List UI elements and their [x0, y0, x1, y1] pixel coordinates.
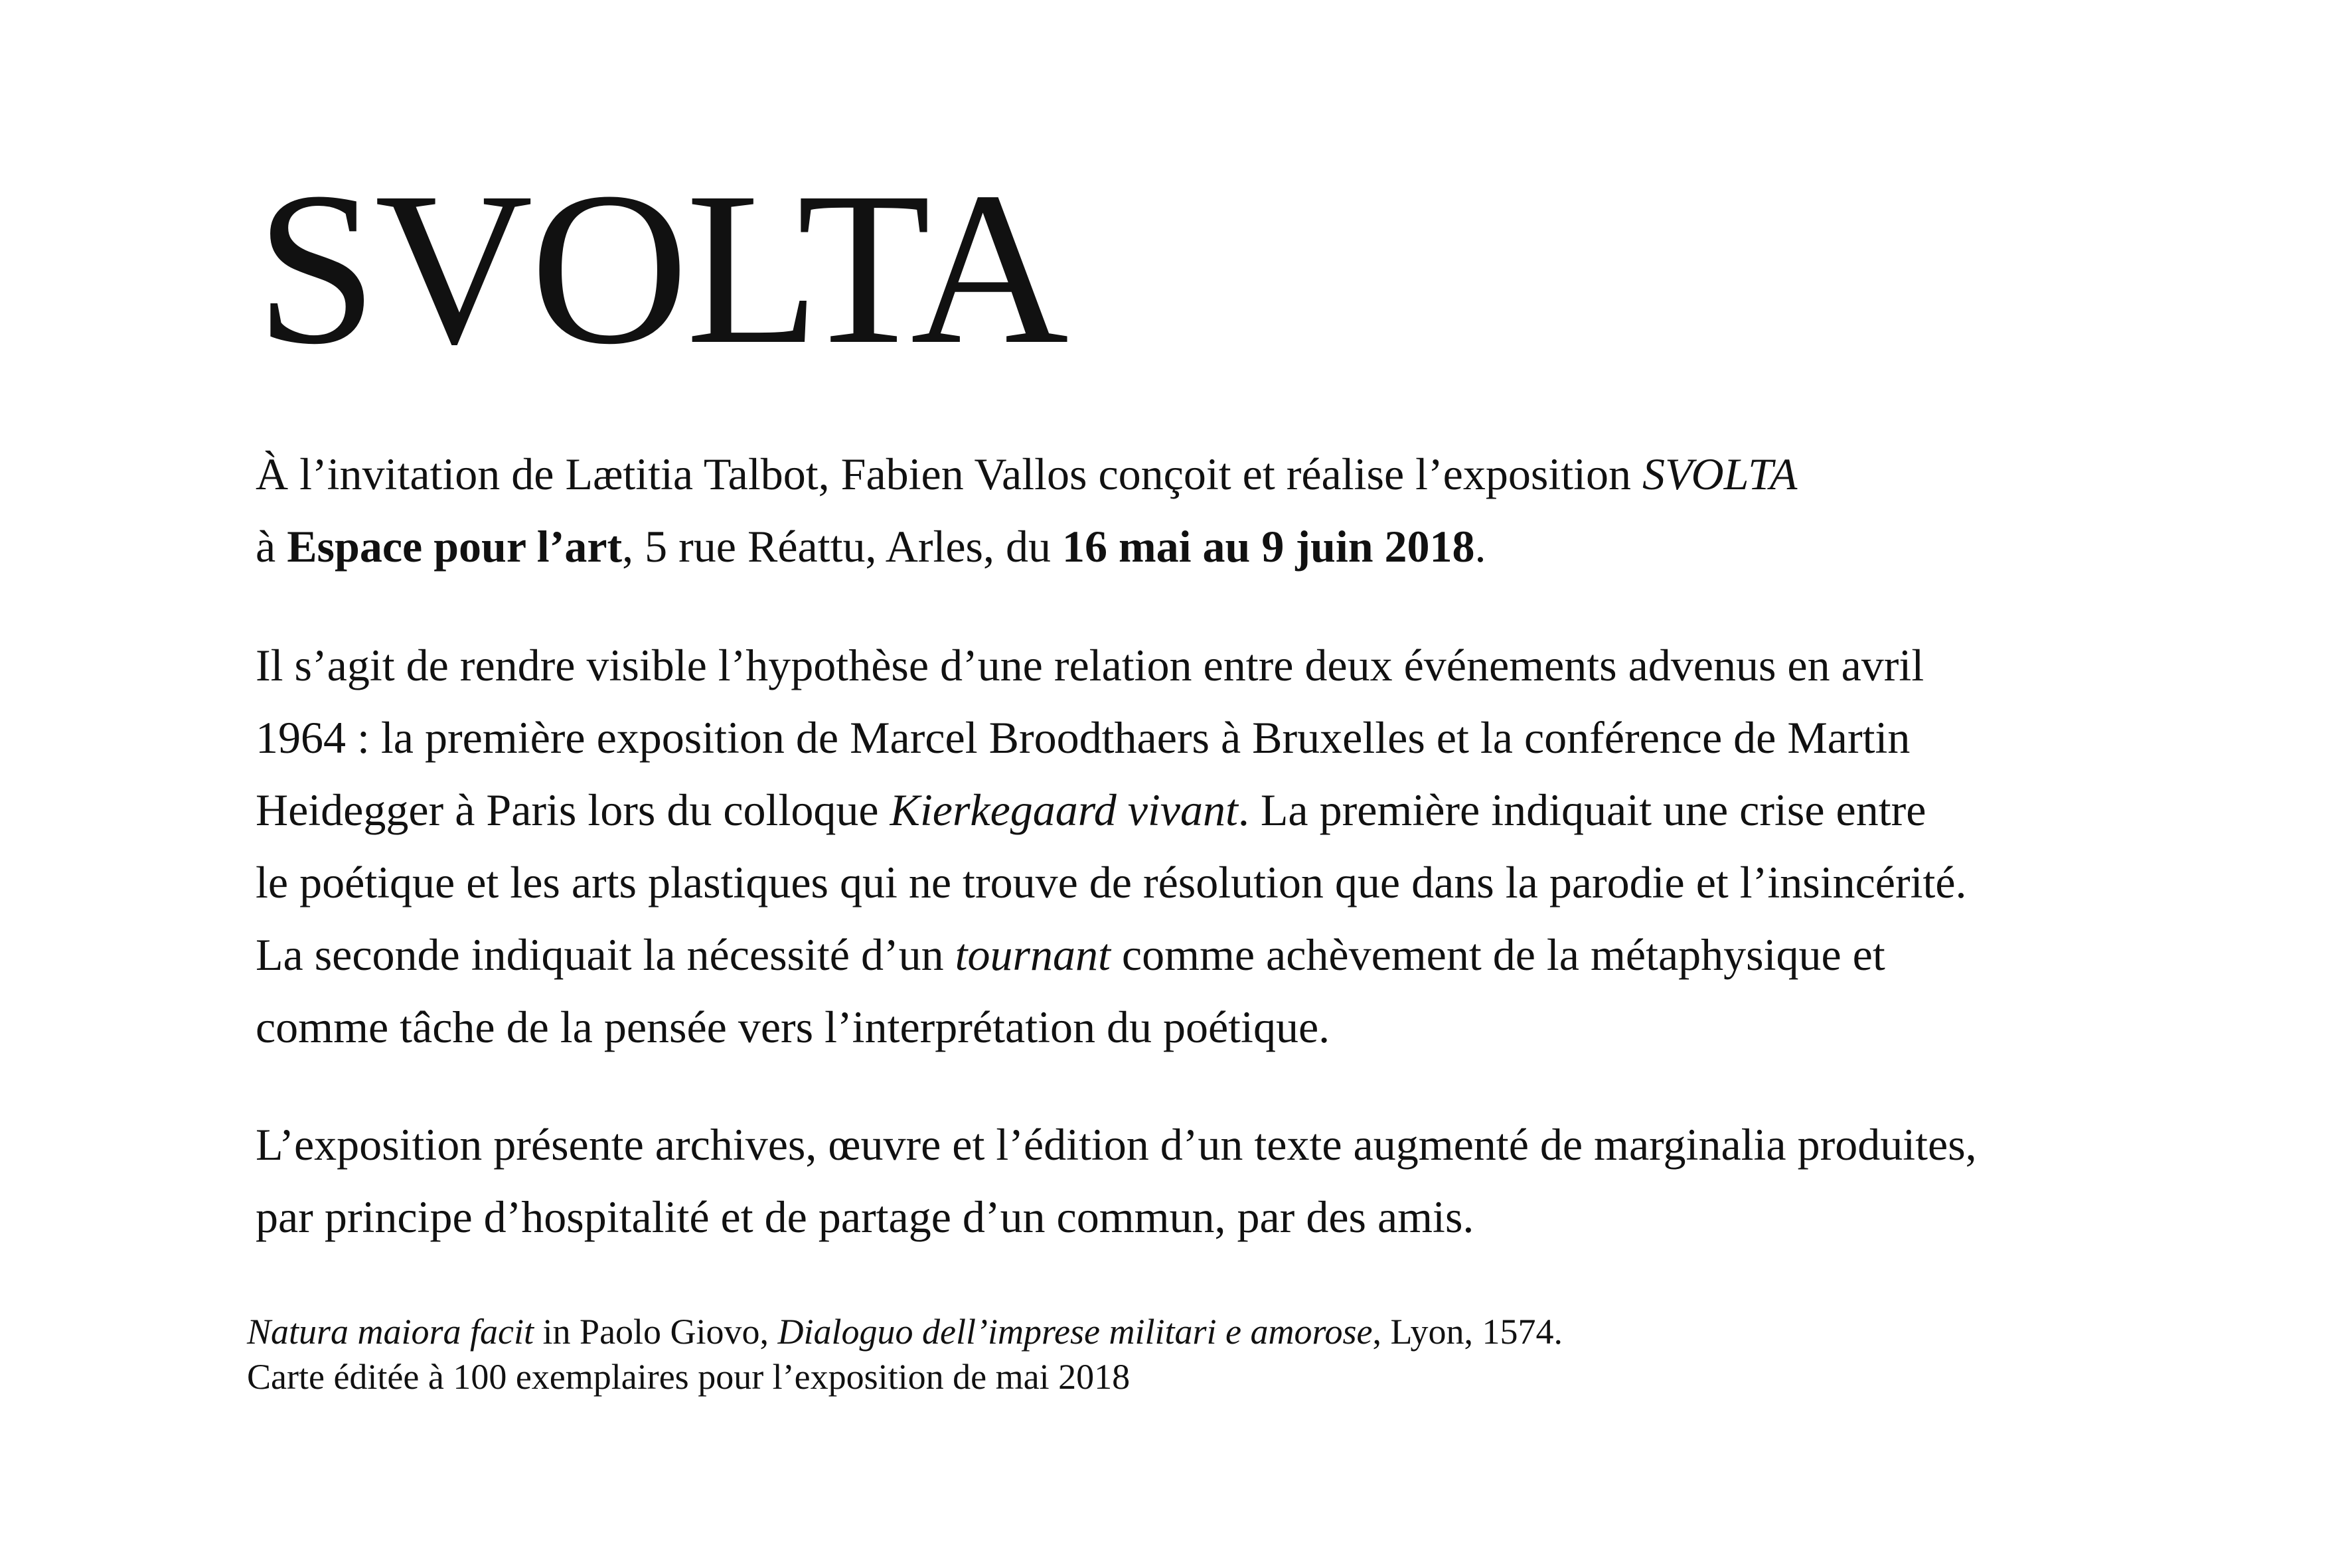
exhibition-name-italic: SVOLTA	[1642, 449, 1798, 499]
body-line	[256, 919, 1967, 991]
footnote-line-1	[247, 1309, 1563, 1354]
body-text: . La première indiquait une crise entre	[1237, 785, 1926, 835]
body-paragraph	[256, 629, 1967, 1063]
motto-italic: Natura maiora facit	[247, 1312, 534, 1352]
intro-text: à	[256, 521, 287, 572]
book-title-italic: Dialoguo dell’imprese militari e amorose	[777, 1312, 1373, 1352]
closing-line: L’exposition présente archives, œuvre et l’édition d’un texte augmenté de marginalia produites,	[256, 1119, 1977, 1170]
venue-name: Espace pour l’art	[287, 521, 623, 572]
intro-period: .	[1474, 521, 1486, 572]
closing-paragraph	[256, 1109, 1977, 1253]
body-line: comme tâche de la pensée vers l’interprétation du poétique.	[256, 1002, 1330, 1052]
body-line	[256, 774, 1967, 846]
footnote-text: in Paolo Giovo,	[534, 1312, 778, 1352]
footnote-text: , Lyon, 1574.	[1372, 1312, 1563, 1352]
venue-address: , 5 rue Réattu, Arles, du	[622, 521, 1063, 572]
intro-line-2	[256, 510, 1797, 583]
body-line: le poétique et les arts plastiques qui ne trouve de résolution que dans la parodie et l’insincérité.	[256, 857, 1967, 907]
tournant-italic: tournant	[955, 929, 1111, 980]
exhibition-dates: 16 mai au 9 juin 2018	[1062, 521, 1475, 572]
intro-text: À l’invitation de Lætitia Talbot, Fabien Vallos conçoit et réalise l’exposition	[256, 449, 1643, 499]
intro-line-1	[256, 438, 1797, 510]
body-text: Heidegger à Paris lors du colloque	[256, 785, 890, 835]
closing-line: par principe d’hospitalité et de partage d’un commun, par des amis.	[256, 1192, 1474, 1242]
footnote-line-2: Carte éditée à 100 exemplaires pour l’exposition de mai 2018	[247, 1357, 1131, 1397]
body-text: comme achèvement de la métaphysique et	[1110, 929, 1885, 980]
intro-paragraph	[256, 438, 1797, 583]
footnote	[247, 1309, 1563, 1399]
body-text: La seconde indiquait la nécessité d’un	[256, 929, 955, 980]
body-line: Il s’agit de rendre visible l’hypothèse d’une relation entre deux événements advenus en avril	[256, 640, 1924, 690]
page-title: SVOLTA	[256, 147, 1066, 390]
colloquium-title-italic: Kierkegaard vivant	[890, 785, 1238, 835]
body-line: 1964 : la première exposition de Marcel Broodthaers à Bruxelles et la conférence de Martin	[256, 712, 1911, 763]
